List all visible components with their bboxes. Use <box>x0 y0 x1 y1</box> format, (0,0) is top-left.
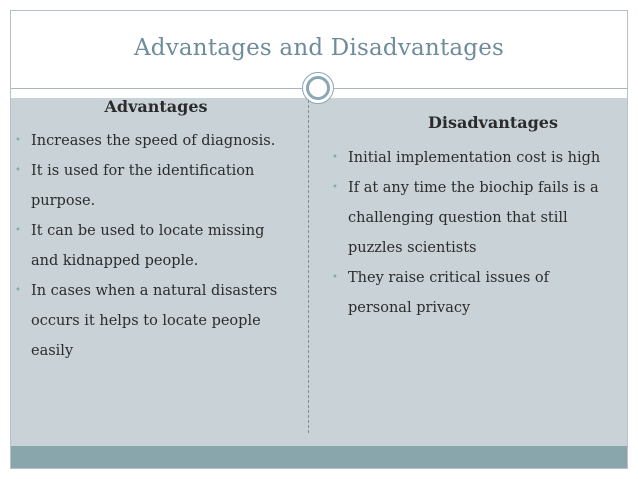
list-item <box>13 156 293 216</box>
list-item-text: In cases when a natural disasters occurs it helps to locate people easily <box>31 283 278 359</box>
disadvantages-column <box>330 113 610 323</box>
list-item <box>13 216 293 276</box>
list-item-text: Initial implementation cost is high <box>348 150 601 166</box>
list-item <box>330 173 610 263</box>
footer-band <box>11 446 627 468</box>
bullet-icon: • <box>15 285 21 296</box>
advantages-column <box>13 97 293 366</box>
list-item <box>13 276 293 366</box>
list-item-text: If at any time the biochip fails is a challenging question that still puzzles scientists <box>348 180 599 256</box>
column-divider <box>308 100 309 433</box>
bullet-icon: • <box>15 135 21 146</box>
disadvantages-heading: Disadvantages <box>428 113 558 132</box>
circle-ornament-icon <box>302 72 334 104</box>
bullet-icon: • <box>15 225 21 236</box>
list-item-text: Increases the speed of diagnosis. <box>31 133 276 149</box>
list-item <box>330 143 610 173</box>
bullet-icon: • <box>332 182 338 193</box>
disadvantages-list <box>330 143 610 323</box>
advantages-list <box>13 126 293 366</box>
circle-ornament-inner <box>306 76 330 100</box>
slide-title: Advantages and Disadvantages <box>133 35 505 61</box>
list-item <box>13 126 293 156</box>
list-item-text: They raise critical issues of personal privacy <box>348 270 549 316</box>
list-item-text: It can be used to locate missing and kidnapped people. <box>31 223 265 269</box>
bullet-icon: • <box>15 165 21 176</box>
bullet-icon: • <box>332 152 338 163</box>
advantages-heading: Advantages <box>104 97 208 116</box>
list-item-text: It is used for the identification purpose. <box>31 163 255 209</box>
bullet-icon: • <box>332 272 338 283</box>
list-item <box>330 263 610 323</box>
